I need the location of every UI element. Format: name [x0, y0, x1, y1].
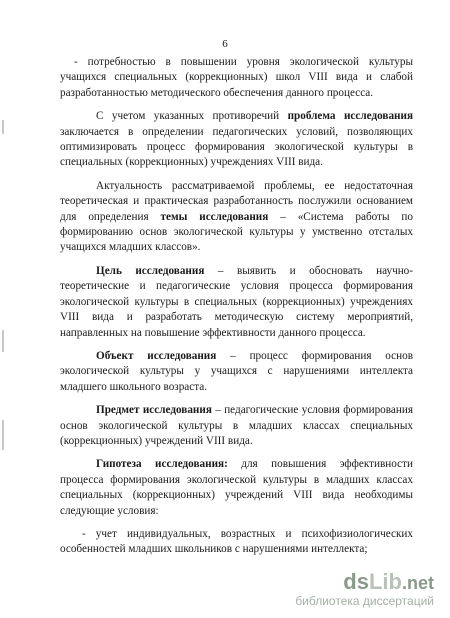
- paragraph-problem: [60, 109, 413, 171]
- paragraph-goal: [60, 264, 413, 341]
- paragraph-hypothesis: [60, 457, 413, 519]
- scan-edge-mark: [2, 330, 4, 352]
- text-run: - учет индивидуальных, возрастных и психофизиологических особенностей младших школьников с нарушениями интеллекта;: [60, 527, 413, 556]
- text-run: - потребностью в повышении уровня экологической культуры учащихся специальных (коррекционных) школ VIII вида и слабой разработанностью методического обеспечения данного процесса.: [60, 56, 413, 99]
- text-run: – педагогические условия формирования основ экологической культуры в младших классах специальных (коррекционных) учреждений VIII вида.: [60, 404, 413, 447]
- paragraph-condition-1: [60, 527, 413, 558]
- bold-term: Гипотеза исследования:: [96, 458, 228, 471]
- bold-term: Объект исследования: [96, 349, 217, 362]
- text-run: заключается в определении педагогических условий, позволяющих оптимизировать процесс формирования экологической культуры в специальных (коррекционных) учреждениях VIII вида.: [60, 125, 413, 169]
- scan-edge-mark: [2, 420, 4, 450]
- bold-term: проблема исследования: [287, 110, 414, 123]
- watermark: [295, 571, 434, 608]
- text-run: для повышения эффективности процесса формирования экологической культуры в младших классах специальных (коррекционных) учреждений VIII вида необходимы следующие условия:: [60, 458, 413, 517]
- scan-edge-mark: [2, 120, 4, 134]
- page-number: 6: [222, 38, 228, 50]
- text-run: – выявить и обосновать научно-теоретические и педагогические условия процесса формирования экологической культуры в специальных (коррекционных) учреждениях VIII вида и разработать методическую систему мероприятий, направленных на повышение эффективности данного процесса.: [60, 264, 413, 339]
- text-run: Актуальность рассматриваемой проблемы, ее недостаточная теоретическая и практическая разработанность послужили основанием для определения: [60, 179, 413, 223]
- paragraph-needs: [60, 55, 413, 101]
- text-run: – процесс формирования основ экологической культуры у учащихся с нарушениями интеллекта младшего школьного возраста.: [60, 349, 413, 393]
- paragraph-subject: [60, 403, 413, 449]
- bold-term: Цель исследования: [96, 264, 205, 277]
- watermark-logo: dsLib.net: [343, 569, 434, 594]
- text-run: – «Система работы по формированию основ экологической культуры у умственно отсталых учащихся младших классов».: [60, 210, 414, 254]
- watermark-subtitle: библиотека диссертаций: [295, 594, 434, 608]
- bold-term: темы исследования: [160, 210, 269, 223]
- paragraph-topic: [60, 179, 413, 256]
- text-run: С учетом указанных противоречий: [96, 110, 288, 123]
- body-text: [60, 55, 413, 558]
- bold-term: Предмет исследования: [96, 404, 212, 417]
- paragraph-object: [60, 349, 413, 395]
